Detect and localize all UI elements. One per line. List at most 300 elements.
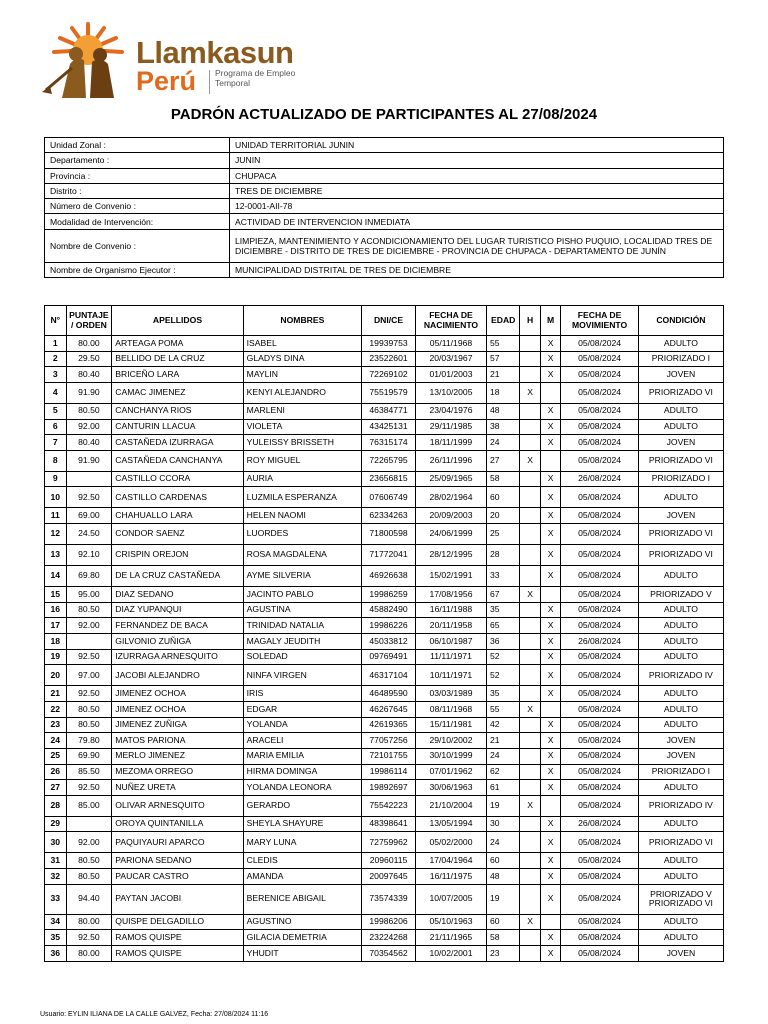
edad-cell: 58	[487, 471, 520, 487]
fecha-nacimiento-cell: 23/04/1976	[415, 403, 486, 419]
fecha-movimiento-cell: 05/08/2024	[561, 618, 639, 634]
condicion-cell: PRIORIZADO V PRIORIZADO VI	[638, 884, 723, 914]
condicion-cell: ADULTO	[638, 914, 723, 930]
sexo-m-cell: X	[540, 435, 560, 451]
info-label: Modalidad de Intervención:	[45, 214, 230, 229]
fecha-movimiento-cell: 05/08/2024	[561, 795, 639, 816]
nombres-cell: YOLANDA LEONORA	[243, 780, 361, 796]
sexo-m-cell: X	[540, 780, 560, 796]
nombres-cell: IRIS	[243, 686, 361, 702]
dni-cell: 46317104	[362, 665, 416, 686]
condicion-cell: ADULTO	[638, 487, 723, 508]
dni-cell: 19986114	[362, 764, 416, 780]
apellidos-cell: BRICEÑO LARA	[112, 367, 243, 383]
edad-cell: 58	[487, 930, 520, 946]
dni-cell: 45882490	[362, 602, 416, 618]
sexo-m-cell	[540, 587, 560, 603]
sexo-m-cell: X	[540, 367, 560, 383]
edad-cell: 33	[487, 566, 520, 587]
condicion-cell: ADULTO	[638, 686, 723, 702]
edad-cell: 21	[487, 367, 520, 383]
table-row	[45, 367, 724, 383]
col-dni-header: DNI/CE	[362, 306, 416, 336]
edad-cell: 61	[487, 780, 520, 796]
sexo-h-cell	[520, 487, 540, 508]
apellidos-cell: NUÑEZ URETA	[112, 780, 243, 796]
sexo-h-cell	[520, 618, 540, 634]
nombres-cell: HIRMA DOMINGA	[243, 764, 361, 780]
sexo-h-cell	[520, 419, 540, 435]
nombres-cell: MARY LUNA	[243, 832, 361, 853]
dni-cell: 73574339	[362, 884, 416, 914]
apellidos-cell: CANCHANYA RIOS	[112, 403, 243, 419]
table-row	[45, 649, 724, 665]
info-label: Nombre de Organismo Ejecutor :	[45, 262, 230, 277]
dni-cell: 62334263	[362, 508, 416, 524]
edad-cell: 28	[487, 545, 520, 566]
puntaje-cell: 92.50	[66, 780, 112, 796]
row-number-cell: 6	[45, 419, 67, 435]
fecha-movimiento-cell: 05/08/2024	[561, 748, 639, 764]
condicion-cell: ADULTO	[638, 403, 723, 419]
info-value: MUNICIPALIDAD DISTRITAL DE TRES DE DICIEMBRE	[230, 262, 724, 277]
edad-cell: 52	[487, 649, 520, 665]
row-number-cell: 23	[45, 717, 67, 733]
row-number-cell: 34	[45, 914, 67, 930]
fecha-movimiento-cell: 05/08/2024	[561, 336, 639, 352]
row-number-cell: 14	[45, 566, 67, 587]
nombres-cell: AGUSTINO	[243, 914, 361, 930]
dni-cell: 19892697	[362, 780, 416, 796]
puntaje-cell: 69.00	[66, 508, 112, 524]
row-number-cell: 29	[45, 816, 67, 832]
edad-cell: 52	[487, 665, 520, 686]
edad-cell: 36	[487, 634, 520, 650]
nombres-cell: MARLENI	[243, 403, 361, 419]
dni-cell: 48398641	[362, 816, 416, 832]
apellidos-cell: JACOBI ALEJANDRO	[112, 665, 243, 686]
fecha-movimiento-cell: 05/08/2024	[561, 419, 639, 435]
puntaje-cell	[66, 816, 112, 832]
fecha-movimiento-cell: 05/08/2024	[561, 884, 639, 914]
row-number-cell: 22	[45, 701, 67, 717]
nombres-cell: YOLANDA	[243, 717, 361, 733]
apellidos-cell: DIAZ SEDANO	[112, 587, 243, 603]
dni-cell: 46926638	[362, 566, 416, 587]
apellidos-cell: CASTILLO CARDENAS	[112, 487, 243, 508]
fecha-nacimiento-cell: 06/10/1987	[415, 634, 486, 650]
apellidos-cell: ARTEAGA POMA	[112, 336, 243, 352]
sexo-m-cell: X	[540, 686, 560, 702]
table-row	[45, 946, 724, 962]
dni-cell: 23656815	[362, 471, 416, 487]
dni-cell: 19986259	[362, 587, 416, 603]
nombres-cell: MARIA EMILIA	[243, 748, 361, 764]
nombres-cell: TRINIDAD NATALIA	[243, 618, 361, 634]
fecha-nacimiento-cell: 30/10/1999	[415, 748, 486, 764]
fecha-movimiento-cell: 05/08/2024	[561, 508, 639, 524]
sexo-m-cell: X	[540, 487, 560, 508]
program-logo	[42, 20, 302, 98]
edad-cell: 23	[487, 946, 520, 962]
fecha-movimiento-cell: 05/08/2024	[561, 587, 639, 603]
nombres-cell: KENYI ALEJANDRO	[243, 382, 361, 403]
puntaje-cell: 94.40	[66, 884, 112, 914]
edad-cell: 55	[487, 336, 520, 352]
row-number-cell: 16	[45, 602, 67, 618]
apellidos-cell: CAMAC JIMENEZ	[112, 382, 243, 403]
row-number-cell: 15	[45, 587, 67, 603]
fecha-nacimiento-cell: 05/10/1963	[415, 914, 486, 930]
col-m-header: M	[540, 306, 560, 336]
sexo-m-cell	[540, 701, 560, 717]
logo-divider	[209, 70, 210, 94]
edad-cell: 60	[487, 853, 520, 869]
sexo-m-cell: X	[540, 634, 560, 650]
sexo-m-cell: X	[540, 884, 560, 914]
fecha-movimiento-cell: 05/08/2024	[561, 914, 639, 930]
info-row	[45, 214, 724, 229]
table-row	[45, 717, 724, 733]
condicion-cell: ADULTO	[638, 930, 723, 946]
table-row	[45, 508, 724, 524]
apellidos-cell: MATOS PARIONA	[112, 733, 243, 749]
apellidos-cell: CHAHUALLO LARA	[112, 508, 243, 524]
nombres-cell: EDGAR	[243, 701, 361, 717]
fecha-nacimiento-cell: 01/01/2003	[415, 367, 486, 383]
nombres-cell: HELEN NAOMI	[243, 508, 361, 524]
nombres-cell: YULEISSY BRISSETH	[243, 435, 361, 451]
puntaje-cell: 80.40	[66, 367, 112, 383]
sexo-h-cell	[520, 649, 540, 665]
edad-cell: 20	[487, 508, 520, 524]
sexo-m-cell	[540, 795, 560, 816]
sexo-h-cell: X	[520, 795, 540, 816]
info-label: Provincia :	[45, 168, 230, 183]
sexo-m-cell: X	[540, 816, 560, 832]
apellidos-cell: DE LA CRUZ CASTAÑEDA	[112, 566, 243, 587]
col-edad-header: EDAD	[487, 306, 520, 336]
row-number-cell: 10	[45, 487, 67, 508]
participants-table	[44, 305, 724, 962]
sexo-h-cell	[520, 351, 540, 367]
sexo-h-cell: X	[520, 587, 540, 603]
edad-cell: 38	[487, 419, 520, 435]
nombres-cell: AMANDA	[243, 869, 361, 885]
dni-cell: 71800598	[362, 524, 416, 545]
puntaje-cell: 80.50	[66, 869, 112, 885]
row-number-cell: 36	[45, 946, 67, 962]
dni-cell: 72759962	[362, 832, 416, 853]
row-number-cell: 20	[45, 665, 67, 686]
sexo-h-cell	[520, 336, 540, 352]
sexo-h-cell	[520, 853, 540, 869]
sexo-h-cell	[520, 367, 540, 383]
sexo-h-cell	[520, 566, 540, 587]
puntaje-cell: 92.10	[66, 545, 112, 566]
edad-cell: 62	[487, 764, 520, 780]
fecha-movimiento-cell: 05/08/2024	[561, 602, 639, 618]
dni-cell: 76315174	[362, 435, 416, 451]
row-number-cell: 31	[45, 853, 67, 869]
document-title: PADRÓN ACTUALIZADO DE PARTICIPANTES AL 27/08/2024	[170, 106, 598, 123]
fecha-nacimiento-cell: 21/10/2004	[415, 795, 486, 816]
info-row	[45, 262, 724, 277]
nombres-cell: JACINTO PABLO	[243, 587, 361, 603]
sexo-h-cell	[520, 508, 540, 524]
row-number-cell: 25	[45, 748, 67, 764]
logo-program-text: Programa de Empleo Temporal	[215, 68, 296, 88]
fecha-nacimiento-cell: 15/11/1981	[415, 717, 486, 733]
info-label: Nombre de Convenio :	[45, 229, 230, 262]
table-row	[45, 780, 724, 796]
fecha-nacimiento-cell: 20/09/2003	[415, 508, 486, 524]
dni-cell: 23224268	[362, 930, 416, 946]
fecha-movimiento-cell: 05/08/2024	[561, 382, 639, 403]
fecha-nacimiento-cell: 18/11/1999	[415, 435, 486, 451]
nombres-cell: MAYLIN	[243, 367, 361, 383]
sexo-m-cell	[540, 450, 560, 471]
dni-cell: 23522601	[362, 351, 416, 367]
apellidos-cell: OROYA QUINTANILLA	[112, 816, 243, 832]
fecha-movimiento-cell: 05/08/2024	[561, 487, 639, 508]
sexo-h-cell	[520, 816, 540, 832]
table-row	[45, 471, 724, 487]
sexo-h-cell	[520, 884, 540, 914]
fecha-nacimiento-cell: 05/02/2000	[415, 832, 486, 853]
nombres-cell: AGUSTINA	[243, 602, 361, 618]
table-row	[45, 524, 724, 545]
apellidos-cell: RAMOS QUISPE	[112, 930, 243, 946]
condicion-cell: JOVEN	[638, 508, 723, 524]
dni-cell: 46267645	[362, 701, 416, 717]
info-label: Número de Convenio :	[45, 199, 230, 214]
edad-cell: 27	[487, 450, 520, 471]
sexo-m-cell: X	[540, 566, 560, 587]
dni-cell: 09769491	[362, 649, 416, 665]
puntaje-cell: 91.90	[66, 450, 112, 471]
puntaje-cell: 97.00	[66, 665, 112, 686]
fecha-movimiento-cell: 05/08/2024	[561, 649, 639, 665]
edad-cell: 48	[487, 869, 520, 885]
condicion-cell: PRIORIZADO VI	[638, 832, 723, 853]
col-number-header: N°	[45, 306, 67, 336]
puntaje-cell: 79.80	[66, 733, 112, 749]
row-number-cell: 32	[45, 869, 67, 885]
fecha-nacimiento-cell: 16/11/1988	[415, 602, 486, 618]
row-number-cell: 4	[45, 382, 67, 403]
apellidos-cell: MERLO JIMENEZ	[112, 748, 243, 764]
condicion-cell: ADULTO	[638, 649, 723, 665]
nombres-cell: SHEYLA SHAYURE	[243, 816, 361, 832]
sexo-m-cell: X	[540, 748, 560, 764]
table-row	[45, 450, 724, 471]
row-number-cell: 26	[45, 764, 67, 780]
table-row	[45, 403, 724, 419]
condicion-cell: PRIORIZADO VI	[638, 524, 723, 545]
puntaje-cell: 92.50	[66, 649, 112, 665]
info-row	[45, 138, 724, 153]
apellidos-cell: IZURRAGA ARNESQUITO	[112, 649, 243, 665]
row-number-cell: 9	[45, 471, 67, 487]
apellidos-cell: PAUCAR CASTRO	[112, 869, 243, 885]
logo-country-text: Perú	[136, 66, 197, 96]
edad-cell: 67	[487, 587, 520, 603]
sexo-m-cell: X	[540, 832, 560, 853]
sexo-m-cell: X	[540, 471, 560, 487]
edad-cell: 48	[487, 403, 520, 419]
sexo-h-cell	[520, 869, 540, 885]
info-value: ACTIVIDAD DE INTERVENCION INMEDIATA	[230, 214, 724, 229]
info-row	[45, 229, 724, 262]
dni-cell: 70354562	[362, 946, 416, 962]
row-number-cell: 30	[45, 832, 67, 853]
fecha-nacimiento-cell: 20/11/1958	[415, 618, 486, 634]
apellidos-cell: RAMOS QUISPE	[112, 946, 243, 962]
fecha-movimiento-cell: 05/08/2024	[561, 733, 639, 749]
fecha-nacimiento-cell: 29/10/2002	[415, 733, 486, 749]
nombres-cell: AURIA	[243, 471, 361, 487]
dni-cell: 71772041	[362, 545, 416, 566]
row-number-cell: 28	[45, 795, 67, 816]
condicion-cell: ADULTO	[638, 701, 723, 717]
fecha-nacimiento-cell: 07/01/1962	[415, 764, 486, 780]
fecha-movimiento-cell: 05/08/2024	[561, 450, 639, 471]
nombres-cell: BERENICE ABIGAIL	[243, 884, 361, 914]
info-row	[45, 199, 724, 214]
table-row	[45, 435, 724, 451]
row-number-cell: 12	[45, 524, 67, 545]
sexo-m-cell: X	[540, 649, 560, 665]
condicion-cell: PRIORIZADO I	[638, 351, 723, 367]
fecha-movimiento-cell: 05/08/2024	[561, 853, 639, 869]
condicion-cell: PRIORIZADO VI	[638, 545, 723, 566]
condicion-cell: PRIORIZADO I	[638, 764, 723, 780]
sexo-h-cell	[520, 634, 540, 650]
puntaje-cell: 92.00	[66, 832, 112, 853]
sexo-m-cell	[540, 382, 560, 403]
nombres-cell: ISABEL	[243, 336, 361, 352]
sexo-h-cell	[520, 733, 540, 749]
condicion-cell: PRIORIZADO I	[638, 471, 723, 487]
fecha-movimiento-cell: 05/08/2024	[561, 686, 639, 702]
row-number-cell: 8	[45, 450, 67, 471]
sexo-m-cell: X	[540, 733, 560, 749]
condicion-cell: ADULTO	[638, 634, 723, 650]
table-row	[45, 733, 724, 749]
apellidos-cell: CRISPIN OREJON	[112, 545, 243, 566]
edad-cell: 18	[487, 382, 520, 403]
dni-cell: 19939753	[362, 336, 416, 352]
puntaje-cell: 85.00	[66, 795, 112, 816]
sexo-h-cell	[520, 602, 540, 618]
puntaje-cell: 80.00	[66, 914, 112, 930]
sexo-h-cell: X	[520, 914, 540, 930]
nombres-cell: LUZMILA ESPERANZA	[243, 487, 361, 508]
fecha-nacimiento-cell: 17/08/1956	[415, 587, 486, 603]
apellidos-cell: CASTILLO CCORA	[112, 471, 243, 487]
col-puntaje-header: PUNTAJE / ORDEN	[66, 306, 112, 336]
fecha-movimiento-cell: 26/08/2024	[561, 634, 639, 650]
sexo-h-cell	[520, 545, 540, 566]
fecha-nacimiento-cell: 20/03/1967	[415, 351, 486, 367]
condicion-cell: PRIORIZADO IV	[638, 795, 723, 816]
dni-cell: 19986226	[362, 618, 416, 634]
sexo-m-cell: X	[540, 764, 560, 780]
puntaje-cell: 69.90	[66, 748, 112, 764]
fecha-nacimiento-cell: 29/11/1985	[415, 419, 486, 435]
col-fecha-movimiento-header: FECHA DE MOVIMIENTO	[561, 306, 639, 336]
sexo-m-cell: X	[540, 602, 560, 618]
nombres-cell: LUORDES	[243, 524, 361, 545]
info-value: JUNIN	[230, 153, 724, 168]
table-row	[45, 566, 724, 587]
table-row	[45, 618, 724, 634]
puntaje-cell: 69.80	[66, 566, 112, 587]
table-row	[45, 914, 724, 930]
table-row	[45, 419, 724, 435]
puntaje-cell: 80.50	[66, 701, 112, 717]
nombres-cell: GLADYS DINA	[243, 351, 361, 367]
puntaje-cell: 80.00	[66, 336, 112, 352]
dni-cell: 77057256	[362, 733, 416, 749]
row-number-cell: 2	[45, 351, 67, 367]
table-row	[45, 764, 724, 780]
sexo-m-cell: X	[540, 665, 560, 686]
logo-brand-text: Llamkasun	[136, 35, 294, 70]
edad-cell: 21	[487, 733, 520, 749]
fecha-movimiento-cell: 05/08/2024	[561, 545, 639, 566]
edad-cell: 35	[487, 686, 520, 702]
edad-cell: 24	[487, 748, 520, 764]
fecha-nacimiento-cell: 28/12/1995	[415, 545, 486, 566]
row-number-cell: 19	[45, 649, 67, 665]
sexo-h-cell	[520, 665, 540, 686]
dni-cell: 42619365	[362, 717, 416, 733]
nombres-cell: MAGALY JEUDITH	[243, 634, 361, 650]
fecha-movimiento-cell: 05/08/2024	[561, 764, 639, 780]
sexo-h-cell	[520, 764, 540, 780]
edad-cell: 25	[487, 524, 520, 545]
sexo-h-cell	[520, 780, 540, 796]
apellidos-cell: CANTURIN LLACUA	[112, 419, 243, 435]
fecha-nacimiento-cell: 13/10/2005	[415, 382, 486, 403]
sexo-h-cell	[520, 946, 540, 962]
info-value: TRES DE DICIEMBRE	[230, 183, 724, 198]
table-row	[45, 351, 724, 367]
info-value: LIMPIEZA, MANTENIMIENTO Y ACONDICIONAMIENTO DEL LUGAR TURISTICO PISHO PUQUIO, LOCALIDAD TRES DE DICIEMBRE - DISTRITO DE TRES DE DICIEMBRE - PROVINCIA DE CHUPACA - DEPARTAMENTO DE JUNÍN	[230, 229, 724, 262]
info-value: CHUPACA	[230, 168, 724, 183]
apellidos-cell: QUISPE DELGADILLO	[112, 914, 243, 930]
fecha-nacimiento-cell: 30/06/1963	[415, 780, 486, 796]
dni-cell: 43425131	[362, 419, 416, 435]
table-row	[45, 816, 724, 832]
table-row	[45, 634, 724, 650]
fecha-movimiento-cell: 05/08/2024	[561, 930, 639, 946]
sexo-m-cell: X	[540, 524, 560, 545]
edad-cell: 60	[487, 914, 520, 930]
table-row	[45, 487, 724, 508]
row-number-cell: 33	[45, 884, 67, 914]
condicion-cell: ADULTO	[638, 780, 723, 796]
col-nombres-header: NOMBRES	[243, 306, 361, 336]
table-row	[45, 602, 724, 618]
row-number-cell: 11	[45, 508, 67, 524]
row-number-cell: 5	[45, 403, 67, 419]
fecha-nacimiento-cell: 24/06/1999	[415, 524, 486, 545]
fecha-movimiento-cell: 05/08/2024	[561, 566, 639, 587]
sexo-m-cell: X	[540, 545, 560, 566]
